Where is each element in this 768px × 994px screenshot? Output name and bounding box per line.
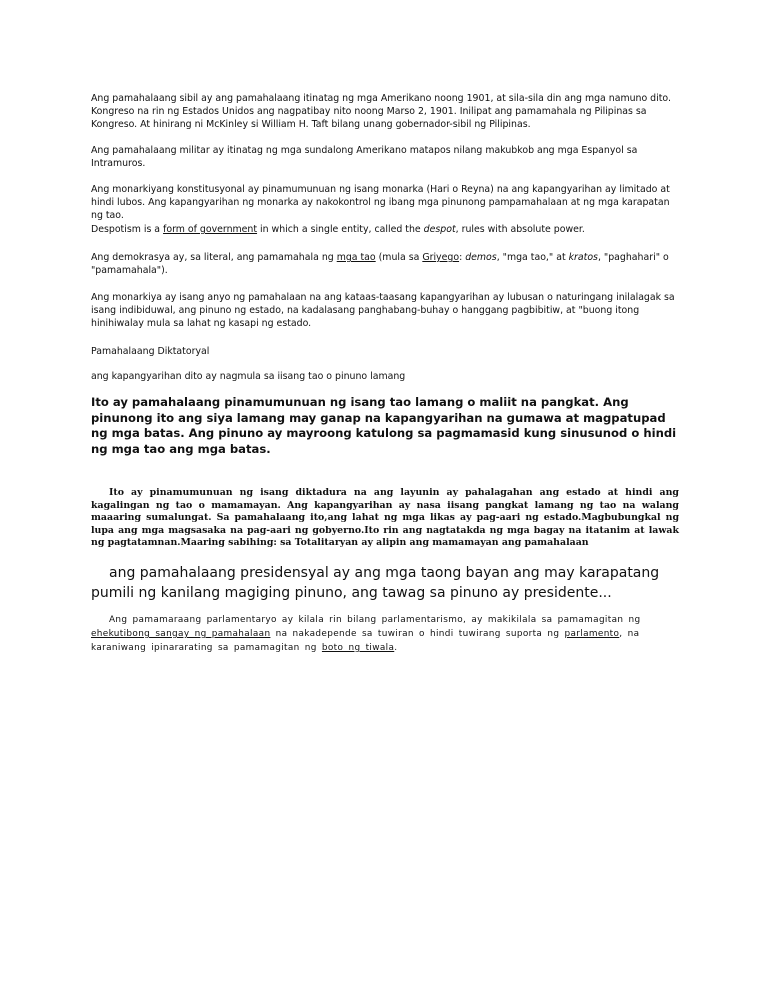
paragraph-text: Ang pamahalaang sibil ay ang pamahalaang itinatag ng mga Amerikano noong 1901, at sila-sila din ang mga namuno dito. Kongreso na rin ng Estados Unidos ang nagpatibay nito noong Marso 2, 1901. Inilipat ang pamamahala ng Pilipinas sa Kongreso. At hinirang ni McKinley si William H. Taft bilang unang gobernador-sibil ng Pilipinas. <box>91 93 671 130</box>
text-run: na nakadepende sa tuwiran o hindi tuwirang suporta ng <box>270 629 565 639</box>
paragraph-text: ang kapangyarihan dito ay nagmula sa iisang tao o pinuno lamang <box>91 371 406 382</box>
link-parlamento[interactable]: parlamento <box>564 629 620 639</box>
paragraph-parlamentaryo <box>91 613 679 655</box>
paragraph-text: Ang monarkiya ay isang anyo ng pamahalaan na ang kataas-taasang kapangyarihan ay lubusan o naturingang inilalagak sa isang indibiduwal, ang pinuno ng estado, na kadalasang panghabang-buhay o hanggang pagbibitiw, at "buong itong hinihiwalay mula sa lahat ng kasapi ng estado. <box>91 292 675 329</box>
paragraph-text: Ang monarkiyang konstitusyonal ay pinamumunuan ng isang monarka (Hari o Reyna) na ang kapangyarihan ay limitado at hindi lubos. Ang kapangyarihan ng monarka ay nakokontrol ng ibang mga pinunong pampamahalaan at ng mga karapatan ng tao. <box>91 184 670 221</box>
link-mga-tao[interactable]: mga tao <box>336 252 376 263</box>
paragraph-text: Ito ay pamahalaang pinamumunuan ng isang tao lamang o maliit na pangkat. Ang pinunong ito ang siya lamang may ganap na kapangyarihan na gumawa at magpatupad ng mga batas. Ang pinuno ay mayroong katulong sa pagmamasid kung sinusunod o hindi ng mga tao ang mga batas. <box>91 395 677 456</box>
text-run: (mula sa <box>375 252 423 263</box>
text-run: Ang demokrasya ay, sa literal, ang pamamahala ng <box>91 252 337 263</box>
paragraph-kapangyarihan <box>91 370 679 383</box>
paragraph-monarkiyang-konstitusyonal <box>91 183 679 222</box>
paragraph-text: ang pamahalaang presidensyal ay ang mga taong bayan ang may karapatang pumili ng kanilang magiging pinuno, ang tawag sa pinuno ay presidente... <box>91 565 660 601</box>
paragraph-monarkiya <box>91 291 679 330</box>
paragraph-despotism <box>91 223 679 236</box>
link-form-of-government[interactable]: form of government <box>163 224 258 235</box>
text-run: . <box>394 643 398 653</box>
paragraph-text: Ang pamahalaang militar ay itinatag ng mga sundalong Amerikano matapos nilang makubkob ang mga Espanyol sa Intramuros. <box>91 145 638 169</box>
paragraph-pamahalaang-sibil <box>91 92 679 131</box>
heading-text: Pamahalaang Diktatoryal <box>91 346 210 357</box>
text-run: : <box>459 252 466 263</box>
emphasis-text: despot <box>423 224 456 235</box>
text-run: in which a single entity, called the <box>257 224 424 235</box>
text-run: , na karaniwang ipinararating sa pamamagitan ng <box>91 629 640 653</box>
paragraph-diktadura <box>91 487 679 550</box>
paragraph-pamahalaang-militar <box>91 144 679 170</box>
text-run: Despotism is a <box>91 224 164 235</box>
text-run: , rules with absolute power. <box>455 224 585 235</box>
heading-pamahalaang-diktatoryal <box>91 345 679 358</box>
paragraph-bold-pamahalaang-pinamumunuan <box>91 395 679 457</box>
paragraph-demokrasya <box>91 251 679 277</box>
text-run: , "mga tao," at <box>496 252 569 263</box>
link-griyego[interactable]: Griyego <box>422 252 460 263</box>
text-run: , "paghahari" o "pamamahala"). <box>91 252 669 276</box>
paragraph-text: Ito ay pinamumunuan ng isang diktadura na ang layunin ay pahalagahan ang estado at hindi ang kagalingan ng tao o mamamayan. Ang kapangyarihan ay nasa iisang pangkat lamang ng tao na walang maaaring sumalungat. Sa pamahalaang ito,ang lahat ng mga likas ay pag-aari ng estado.Magbubungkal ng lupa ang mga magsasaka na pag-aari ng gobyerno.Ito rin ang nagtatakda ng mga bagay na itatanim at lawak ng pagtatamnan.Maaring sabihing: sa Totalitaryan ay alipin ang mamamayan ang pamahalaan <box>91 487 679 548</box>
emphasis-text: kratos <box>568 252 598 263</box>
link-boto-ng-tiwala[interactable]: boto ng tiwala <box>321 643 395 653</box>
paragraph-presidensyal <box>91 563 691 603</box>
link-ehekutibong-sangay[interactable]: ehekutibong sangay ng pamahalaan <box>91 629 271 639</box>
emphasis-text: demos <box>465 252 497 263</box>
text-run: Ang pamamaraang parlamentaryo ay kilala rin bilang parlamentarismo, ay makikilala sa pamamagitan ng <box>109 615 641 625</box>
